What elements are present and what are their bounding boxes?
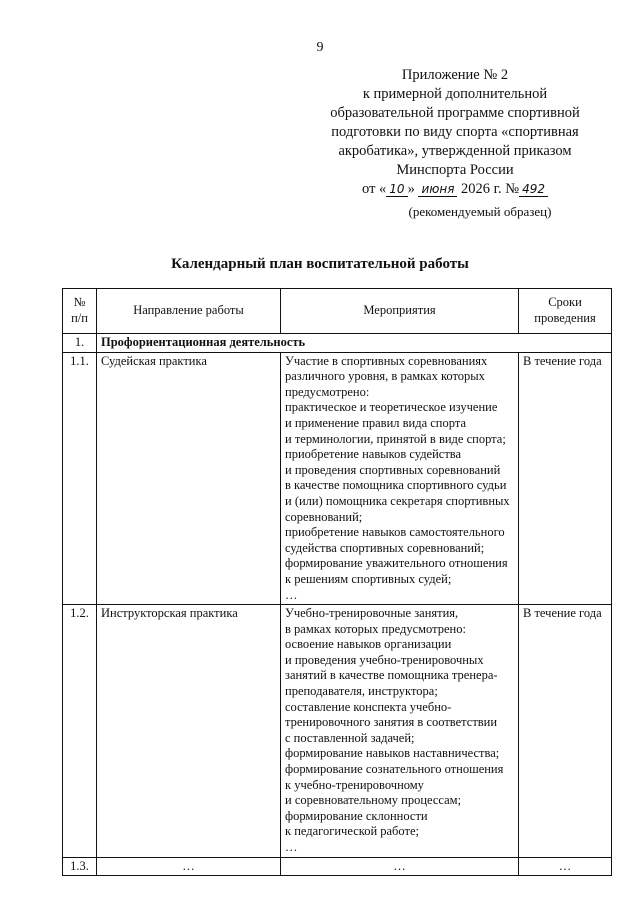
section-row	[63, 334, 612, 353]
date-prefix: от «	[362, 181, 387, 197]
event-line: в качестве помощника спортивного судьи	[285, 478, 507, 493]
event-line: приобретение навыков самостоятельного	[285, 525, 505, 540]
document-title: Календарный план воспитательной работы	[171, 256, 469, 272]
date-year: 2026 г. №	[461, 181, 520, 197]
event-line: формирование склонности	[285, 808, 428, 823]
table-row	[63, 605, 612, 858]
event-line: формирование навыков наставничества;	[285, 746, 500, 761]
header-number: № п/п	[63, 289, 97, 334]
event-line: Участие в спортивных соревнованиях	[285, 353, 488, 368]
date-day-handwritten: 10	[386, 182, 407, 197]
row-term: В течение года	[519, 605, 612, 858]
event-line: тренировочного занятия в соответствии	[285, 715, 498, 730]
appendix-line: Приложение № 2	[401, 67, 509, 83]
row-number: 1.1.	[63, 352, 97, 605]
event-line: и применение правил вида спорта	[285, 415, 466, 430]
event-line: освоение навыков организации	[285, 637, 452, 652]
event-line: и соревновательному процессам;	[285, 793, 462, 808]
event-line: формирование сознательного отношения	[285, 762, 504, 777]
appendix-line: Минспорта России	[396, 162, 514, 178]
section-number: 1.	[63, 334, 97, 353]
row-term: В течение года	[519, 352, 612, 605]
row-term: …	[519, 857, 612, 876]
appendix-line: к примерной дополнительной	[362, 86, 548, 102]
table-header-row	[63, 289, 612, 334]
appendix-block	[305, 66, 605, 199]
recommended-sample-note: (рекомендуемый образец)	[408, 204, 552, 219]
row-number: 1.3.	[63, 857, 97, 876]
event-line: …	[285, 587, 298, 602]
event-line: различного уровня, в рамках которых	[285, 369, 485, 384]
event-line: занятий в качестве помощника тренера-	[285, 668, 498, 683]
appendix-line: акробатика», утвержденной приказом	[338, 143, 572, 159]
event-line: приобретение навыков судейства	[285, 447, 462, 462]
event-line: и (или) помощника секретаря спортивных	[285, 493, 510, 508]
event-line: к учебно-тренировочному	[285, 777, 424, 792]
event-line: предусмотрено:	[285, 384, 370, 399]
order-number-handwritten: 492	[519, 182, 548, 197]
event-line: …	[285, 840, 298, 854]
page-number: 9	[316, 40, 324, 55]
event-line: преподавателя, инструктора;	[285, 684, 438, 699]
event-line: и терминологии, принятой в виде спорта;	[285, 431, 506, 446]
row-direction: Инструкторская практика	[97, 605, 281, 858]
row-events	[281, 605, 519, 858]
event-line: к решениям спортивных судей;	[285, 571, 452, 586]
row-direction: …	[97, 857, 281, 876]
row-number: 1.2.	[63, 605, 97, 858]
event-line: соревнований;	[285, 509, 363, 524]
order-date-line	[305, 180, 605, 199]
header-events: Мероприятия	[281, 289, 519, 334]
event-line: и проведения спортивных соревнований	[285, 462, 501, 477]
event-line: Учебно-тренировочные занятия,	[285, 606, 459, 621]
header-direction: Направление работы	[97, 289, 281, 334]
table-row	[63, 857, 612, 876]
row-events: …	[281, 857, 519, 876]
event-line: судейства спортивных соревнований;	[285, 540, 485, 555]
event-line: с поставленной задачей;	[285, 730, 415, 745]
date-month-handwritten: июня	[418, 182, 457, 197]
date-mid: »	[407, 181, 415, 197]
appendix-line: образовательной программе спортивной	[330, 105, 580, 121]
header-terms: Сроки проведения	[519, 289, 612, 334]
event-line: и проведения учебно-тренировочных	[285, 652, 484, 667]
event-line: составление конспекта учебно-	[285, 699, 452, 714]
calendar-plan-table	[62, 288, 612, 876]
table-row	[63, 352, 612, 605]
appendix-line: подготовки по виду спорта «спортивная	[331, 124, 579, 140]
row-events	[281, 352, 519, 605]
event-line: формирование уважительного отношения	[285, 556, 508, 571]
event-line: практическое и теоретическое изучение	[285, 400, 498, 415]
event-line: к педагогической работе;	[285, 824, 419, 839]
event-line: в рамках которых предусмотрено:	[285, 621, 466, 636]
row-direction: Судейская практика	[97, 352, 281, 605]
section-title: Профориентационная деятельность	[97, 334, 612, 353]
